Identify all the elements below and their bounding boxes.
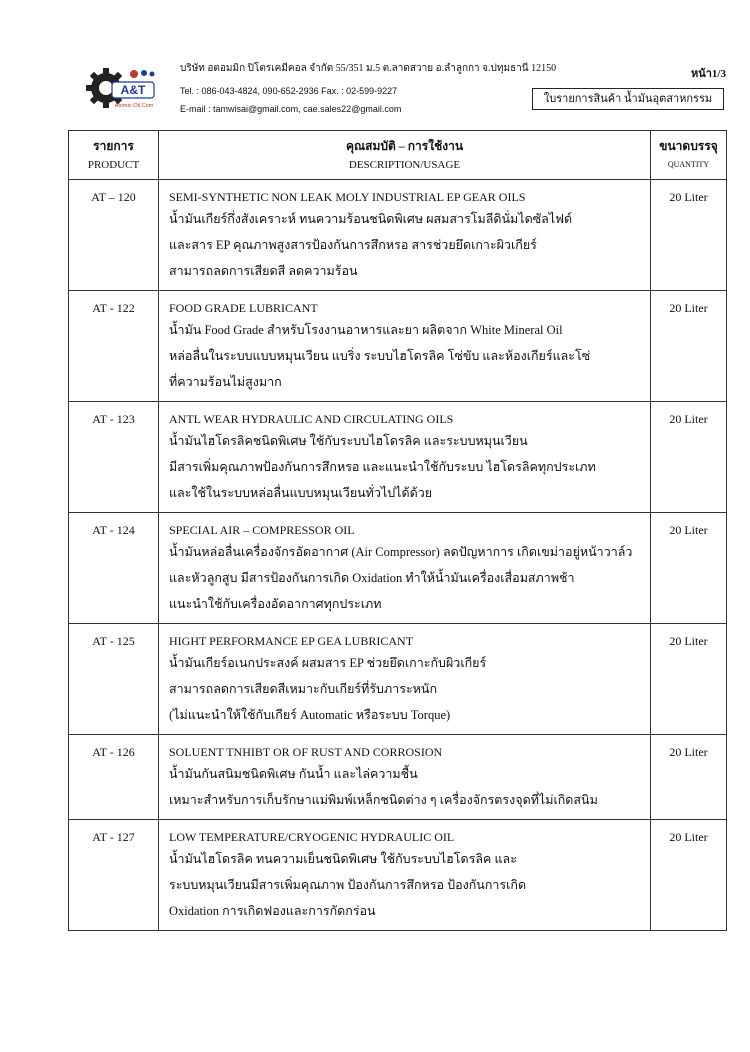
- product-description: [159, 735, 651, 820]
- quantity-column-header: [651, 131, 727, 180]
- company-logo: [86, 62, 164, 112]
- description-column-header: [159, 131, 651, 180]
- product-title: SOLUENT TNHIBT OR OF RUST AND CORROSION: [169, 745, 443, 759]
- quantity-header-th: ขนาดบรรจุ: [659, 139, 718, 153]
- page-number: หน้า1/3: [690, 68, 726, 80]
- product-description: [159, 180, 651, 291]
- description-line: น้ำมันหล่อลื่นเครื่องจักรอัดอากาศ (Air Compressor) ลดปัญหาการ เกิดเขม่าอยู่หน้าวาล์ว: [169, 545, 633, 559]
- table-header-row: [69, 131, 727, 180]
- product-code: AT – 120: [69, 180, 159, 291]
- product-code: AT - 127: [69, 820, 159, 931]
- product-code: AT - 125: [69, 624, 159, 735]
- description-line: และสาร EP คุณภาพสูงสารป้องกันการสึกหรอ สารช่วยยึดเกาะผิวเกียร์: [169, 238, 537, 252]
- table-row: [69, 513, 727, 624]
- description-header-th: คุณสมบัติ – การใช้งาน: [345, 139, 464, 153]
- table-row: [69, 735, 727, 820]
- description-line: เหมาะสำหรับการเก็บรักษาแม่พิมพ์เหล็กชนิดต่าง ๆ เครื่องจักรตรงจุดที่ไม่เกิดสนิม: [169, 793, 598, 807]
- product-quantity: 20 Liter: [651, 820, 727, 931]
- product-header-en: PRODUCT: [87, 159, 140, 171]
- description-line: ระบบหมุนเวียนมีสารเพิ่มคุณภาพ ป้องกันการสึกหรอ ป้องกันการเกิด: [169, 878, 527, 892]
- description-line: สามารถลดการเสียดสีเหมาะกับเกียร์ที่รับภาระหนัก: [169, 682, 438, 696]
- product-description: [159, 820, 651, 931]
- product-quantity: 20 Liter: [651, 513, 727, 624]
- table-row: [69, 291, 727, 402]
- description-line: และใช้ในระบบหล่อลื่นแบบหมุนเวียนทั่วไปได้ด้วย: [169, 486, 433, 500]
- product-code: AT - 126: [69, 735, 159, 820]
- product-code: AT - 124: [69, 513, 159, 624]
- product-description: [159, 513, 651, 624]
- product-title: ANTL WEAR HYDRAULIC AND CIRCULATING OILS: [169, 412, 454, 426]
- table-row: [69, 820, 727, 931]
- product-description: [159, 291, 651, 402]
- description-line: ที่ความร้อนไม่สูงมาก: [169, 375, 282, 389]
- table-row: [69, 402, 727, 513]
- description-line: Oxidation การเกิดฟองและการกัดกร่อน: [169, 904, 376, 918]
- document-type-box: ใบรายการสินค้า น้ำมันอุตสาหกรรม: [532, 88, 724, 110]
- description-line: น้ำมัน Food Grade สำหรับโรงงานอาหารและยา ผลิตจาก White Mineral Oil: [169, 323, 563, 337]
- product-code: AT - 122: [69, 291, 159, 402]
- description-line: (ไม่แนะนำให้ใช้กับเกียร์ Automatic หรือระบบ Torque): [169, 708, 451, 722]
- table-row: [69, 624, 727, 735]
- description-line: น้ำมันเกียร์กึ่งสังเคราะห์ ทนความร้อนชนิดพิเศษ ผสมสารโมลีดินั่มไดซัลไฟด์: [169, 212, 573, 226]
- product-quantity: 20 Liter: [651, 624, 727, 735]
- company-phone: Tel. : 086-043-4824, 090-652-2936 Fax. : 02-599-9227: [180, 86, 398, 96]
- product-quantity: 20 Liter: [651, 180, 727, 291]
- description-line: มีสารเพิ่มคุณภาพป้องกันการสึกหรอ และแนะนำใช้กับระบบ ไฮโดรลิคทุกประเภท: [169, 460, 596, 474]
- description-line: และหัวลูกสูบ มีสารป้องกันการเกิด Oxidation ทำให้น้ำมันเครื่องเสื่อมสภาพช้า: [169, 571, 575, 585]
- description-line: หล่อลื่นในระบบแบบหมุนเวียน แบริ่ง ระบบไฮโดรลิค โซ่ขับ และห้องเกียร์และโซ่: [169, 349, 591, 363]
- product-title: SPECIAL AIR – COMPRESSOR OIL: [169, 523, 355, 537]
- description-line: น้ำมันกันสนิมชนิดพิเศษ กันน้ำ และไล่ความชื้น: [169, 767, 418, 781]
- description-line: น้ำมันไฮโดรลิค ทนความเย็นชนิดพิเศษ ใช้กับระบบไฮโดรลิค และ: [169, 852, 517, 866]
- logo-subtext: Atomic-Oil.Com: [114, 103, 154, 109]
- product-quantity: 20 Liter: [651, 735, 727, 820]
- description-line: แนะนำใช้กับเครื่องอัดอากาศทุกประเภท: [169, 597, 382, 611]
- table-row: [69, 180, 727, 291]
- product-title: SEMI-SYNTHETIC NON LEAK MOLY INDUSTRIAL EP GEAR OILS: [169, 190, 526, 204]
- company-email: E-mail : tamwisai@gmail.com, cae.sales22@gmail.com: [180, 104, 402, 114]
- product-column-header: [69, 131, 159, 180]
- logo-text: A&T: [120, 83, 146, 97]
- product-title: FOOD GRADE LUBRICANT: [169, 301, 318, 315]
- company-address: บริษัท อตอมมิก ปิโตรเคมีคอล จำกัด 55/351 ม.5 ต.ลาดสวาย อ.ลำลูกกา จ.ปทุมธานี 12150: [180, 63, 557, 74]
- product-code: AT - 123: [69, 402, 159, 513]
- product-title: HIGHT PERFORMANCE EP GEA LUBRICANT: [169, 634, 414, 648]
- product-header-th: รายการ: [93, 139, 134, 153]
- description-line: สามารถลดการเสียดสี ลดความร้อน: [169, 264, 358, 278]
- product-description: [159, 624, 651, 735]
- description-line: น้ำมันไฮโดรลิคชนิดพิเศษ ใช้กับระบบไฮโดรลิค และระบบหมุนเวียน: [169, 434, 528, 448]
- description-header-en: DESCRIPTION/USAGE: [348, 159, 461, 171]
- product-quantity: 20 Liter: [651, 402, 727, 513]
- quantity-header-en: QUANTITY: [667, 160, 710, 169]
- product-quantity: 20 Liter: [651, 291, 727, 402]
- product-description: [159, 402, 651, 513]
- description-line: น้ำมันเกียร์อเนกประสงค์ ผสมสาร EP ช่วยยึดเกาะกับผิวเกียร์: [169, 656, 487, 670]
- product-title: LOW TEMPERATURE/CRYOGENIC HYDRAULIC OIL: [169, 830, 455, 844]
- product-table: [68, 130, 727, 931]
